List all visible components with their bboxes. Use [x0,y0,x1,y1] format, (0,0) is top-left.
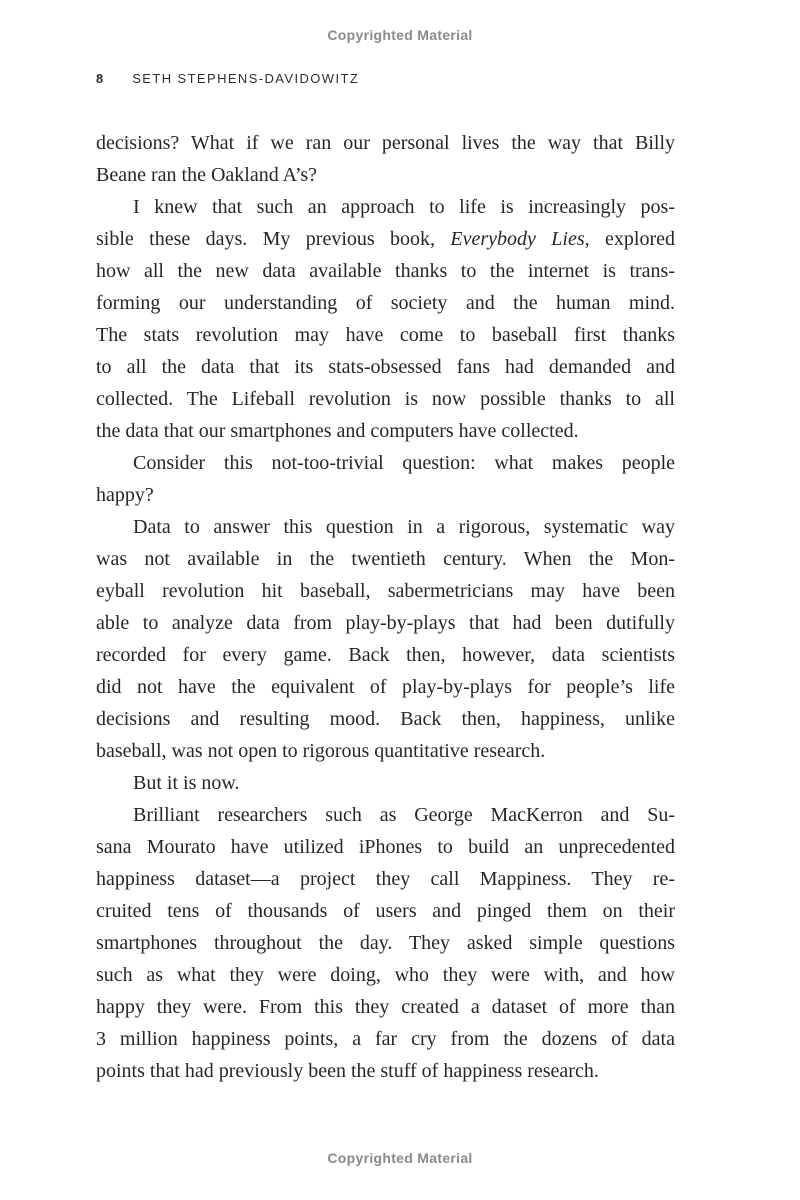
body-line: the data that our smartphones and computers have collected. [96,420,579,442]
body-line: Brilliant researchers such as George MacKerron and Su- [133,804,675,826]
body-line: 3 million happiness points, a far cry from the dozens of data [96,1028,675,1050]
body-line: collected. The Lifeball revolution is now possible thanks to all [96,388,675,410]
body-line: recorded for every game. Back then, however, data scientists [96,644,675,666]
body-line: decisions and resulting mood. Back then, happiness, unlike [96,708,675,730]
body-line: points that had previously been the stuff of happiness research. [96,1060,599,1082]
paragraph [96,767,675,799]
body-line: happiness dataset—a project they call Mappiness. They re- [96,868,675,890]
body-line: was not available in the twentieth century. When the Mon- [96,548,675,570]
body-line: happy they were. From this they created a dataset of more than [96,996,675,1018]
body-line: decisions? What if we ran our personal lives the way that Billy [96,132,675,154]
body-line: sana Mourato have utilized iPhones to build an unprecedented [96,836,675,858]
body-line: baseball, was not open to rigorous quantitative research. [96,740,546,762]
body-line: how all the new data available thanks to the internet is trans- [96,260,675,282]
body-line: The stats revolution may have come to baseball first thanks [96,324,675,346]
body-line: eyball revolution hit baseball, sabermetricians may have been [96,580,675,602]
body-line: But it is now. [133,772,240,794]
page-body [96,127,675,1087]
body-line: happy? [96,484,154,506]
body-line: cruited tens of thousands of users and pinged them on their [96,900,675,922]
copyright-watermark-bottom: Copyrighted Material [327,1150,473,1166]
body-line: to all the data that its stats-obsessed fans had demanded and [96,356,675,378]
page-number: 8 [96,71,104,86]
paragraph [96,511,675,767]
running-head-author: SETH STEPHENS-DAVIDOWITZ [132,71,360,86]
running-header [96,71,704,86]
body-line: smartphones throughout the day. They asked simple questions [96,932,675,954]
body-line: able to analyze data from play-by-plays that had been dutifully [96,612,675,634]
body-line: I knew that such an approach to life is increasingly pos- [133,196,675,218]
body-line: Data to answer this question in a rigorous, systematic way [133,516,675,538]
body-line: sible these days. My previous book, Everybody Lies, explored [96,228,675,250]
body-line: such as what they were doing, who they were with, and how [96,964,675,986]
paragraph [96,799,675,1087]
body-line: Beane ran the Oakland A’s? [96,164,318,186]
paragraph [96,127,675,191]
paragraph [96,191,675,447]
copyright-watermark-top: Copyrighted Material [327,27,473,43]
body-line: Consider this not-too-trivial question: what makes people [133,452,675,474]
body-line: forming our understanding of society and the human mind. [96,292,675,314]
paragraph [96,447,675,511]
body-line: did not have the equivalent of play-by-plays for people’s life [96,676,675,698]
